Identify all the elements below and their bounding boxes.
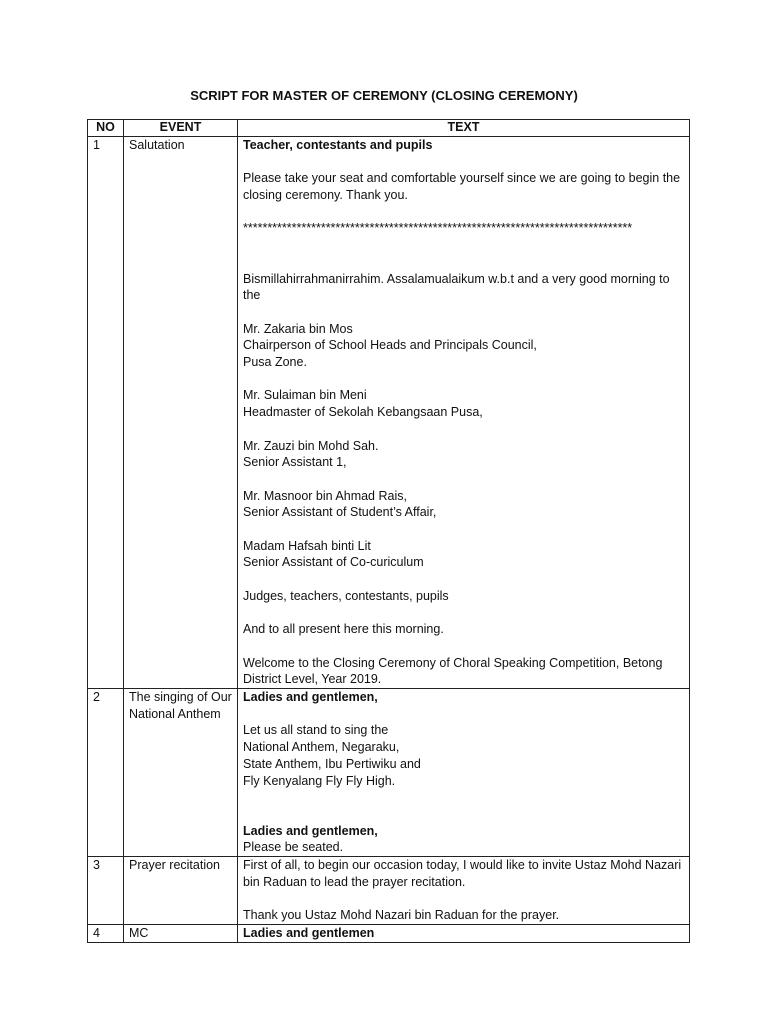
script-table: [87, 119, 690, 943]
row-event: The singing of Our National Anthem: [124, 689, 238, 857]
row-text: [238, 137, 690, 689]
dignitary-name: Mr. Zauzi bin Mohd Sah.: [243, 438, 379, 453]
column-header-text: TEXT: [238, 120, 690, 137]
row-number: 4: [88, 924, 124, 942]
row-number: 2: [88, 689, 124, 857]
dignitary-title: Chairperson of School Heads and Principals Council,: [243, 338, 537, 353]
anthem-line: State Anthem, Ibu Pertiwiku and: [243, 756, 421, 771]
row-number: 3: [88, 857, 124, 925]
row-event: Prayer recitation: [124, 857, 238, 925]
anthem-line: Fly Kenyalang Fly Fly High.: [243, 773, 396, 788]
table-header-row: [88, 120, 690, 137]
row-heading: Ladies and gentlemen,: [243, 823, 378, 838]
dignitary-title: Pusa Zone.: [243, 355, 307, 370]
table-row: [88, 924, 690, 942]
column-header-event: EVENT: [124, 120, 238, 137]
document-title: SCRIPT FOR MASTER OF CEREMONY (CLOSING CEREMONY): [190, 88, 578, 103]
row-text: [238, 924, 690, 942]
present-text: And to all present here this morning.: [243, 622, 444, 637]
row-heading: Ladies and gentlemen: [243, 925, 375, 940]
dignitary-title: Senior Assistant of Co-curiculum: [243, 555, 424, 570]
row-number: 1: [88, 137, 124, 689]
dignitary-title: Senior Assistant 1,: [243, 455, 347, 470]
row-heading: Teacher, contestants and pupils: [243, 138, 433, 152]
dignitary-title: Headmaster of Sekolah Kebangsaan Pusa,: [243, 405, 483, 420]
table-row: [88, 857, 690, 925]
greeting-text: Bismillahirrahmanirrahim. Assalamualaikum w.b.t and a very good morning to the: [243, 271, 670, 303]
table-row: [88, 137, 690, 689]
divider-line: ********************************************************************************: [243, 221, 633, 236]
intro-text: Please take your seat and comfortable yourself since we are going to begin the closing ceremony. Thank you.: [243, 171, 681, 203]
row-heading: Ladies and gentlemen,: [243, 690, 378, 705]
anthem-line: National Anthem, Negaraku,: [243, 740, 400, 755]
dignitary-name: Mr. Zakaria bin Mos: [243, 321, 353, 336]
prayer-text: First of all, to begin our occasion today, I would like to invite Ustaz Mohd Nazari bin Raduan to lead the prayer recitation.: [243, 858, 682, 889]
audience-text: Judges, teachers, contestants, pupils: [243, 588, 449, 603]
column-header-no: NO: [88, 120, 124, 137]
dignitary-title: Senior Assistant of Student’s Affair,: [243, 505, 437, 520]
row-text: [238, 689, 690, 857]
dignitary-name: Mr. Masnoor bin Ahmad Rais,: [243, 488, 407, 503]
welcome-text: Welcome to the Closing Ceremony of Choral Speaking Competition, Betong District Level, Year 2019.: [243, 655, 663, 687]
closing-text: Please be seated.: [243, 840, 344, 855]
dignitary-name: Mr. Sulaiman bin Meni: [243, 388, 367, 403]
anthem-line: Let us all stand to sing the: [243, 723, 389, 738]
row-event: MC: [124, 924, 238, 942]
row-text: [238, 857, 690, 925]
prayer-thanks: Thank you Ustaz Mohd Nazari bin Raduan for the prayer.: [243, 908, 560, 923]
row-event: Salutation: [124, 137, 238, 689]
dignitary-name: Madam Hafsah binti Lit: [243, 538, 371, 553]
table-row: [88, 689, 690, 857]
